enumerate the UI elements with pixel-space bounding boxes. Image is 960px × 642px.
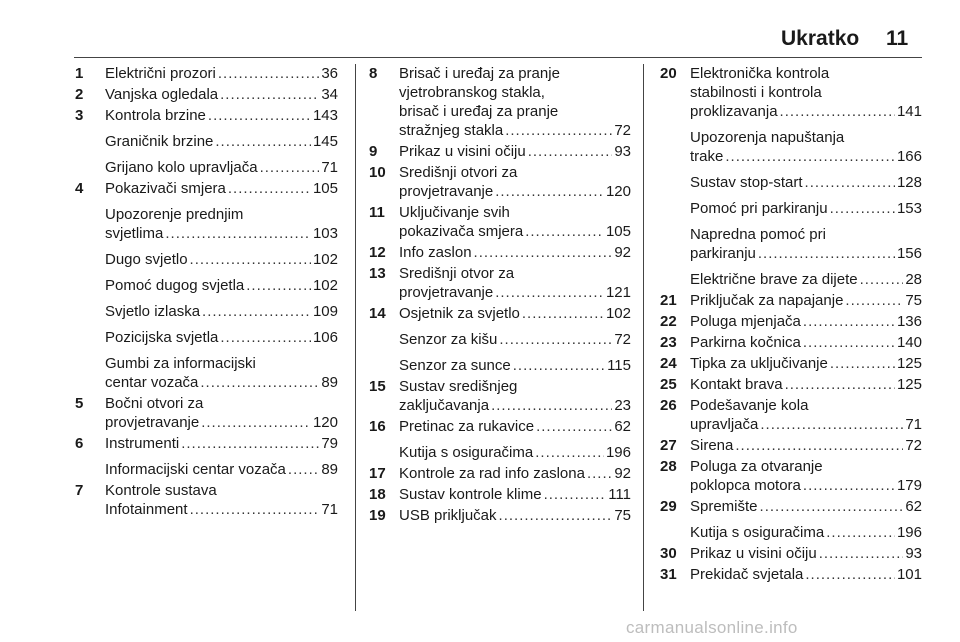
callout-number: 19: [369, 507, 386, 524]
entry-label: Električne brave za dijete: [690, 271, 858, 288]
entry-label: Svjetlo izlaska: [105, 303, 201, 320]
callout-number: 12: [369, 244, 386, 261]
page-reference: 120: [605, 183, 631, 200]
callout-number: 7: [75, 482, 84, 499]
index-entry: [369, 356, 631, 375]
entry-label: Osjetnik za svjetlo: [399, 305, 520, 322]
dot-leader: [536, 417, 612, 436]
entry-label: Priključak za napajanje: [690, 292, 844, 309]
callout-number: 4: [75, 180, 84, 197]
page-reference: 145: [312, 133, 338, 150]
entry-label: USB priključak: [399, 507, 497, 524]
entry-label: Kontakt brava: [690, 376, 783, 393]
entry-text-line: Sustav središnjeg: [399, 378, 518, 395]
index-entry: [660, 291, 922, 310]
callout-number: 8: [369, 65, 378, 82]
page-reference: 111: [608, 486, 631, 503]
dot-leader: [805, 565, 895, 584]
entry-label: trake: [690, 148, 724, 165]
page-reference: 166: [896, 148, 922, 165]
dot-leader: [735, 436, 903, 455]
page-title: Ukratko: [781, 27, 860, 50]
column-divider: [643, 64, 644, 611]
dot-leader: [228, 179, 311, 198]
page-reference: 125: [896, 355, 922, 372]
dot-leader: [200, 373, 319, 392]
entry-label: poklopca motora: [690, 477, 801, 494]
entry-text-line: Napredna pomoć pri: [690, 226, 826, 243]
page-reference: 102: [312, 251, 338, 268]
dot-leader: [165, 224, 311, 243]
callout-number: 26: [660, 397, 677, 414]
index-entry: [75, 132, 338, 151]
dot-leader: [760, 497, 904, 516]
dot-leader: [830, 354, 895, 373]
dot-leader: [190, 500, 320, 519]
entry-label: Pokazivači smjera: [105, 180, 226, 197]
page-reference: 196: [605, 444, 631, 461]
callout-number: 16: [369, 418, 386, 435]
index-entry: [660, 544, 922, 563]
page-reference: 72: [614, 122, 631, 139]
page-reference: 71: [321, 159, 338, 176]
dot-leader: [780, 102, 895, 121]
dot-leader: [218, 64, 319, 83]
page-reference: 103: [312, 225, 338, 242]
callout-number: 13: [369, 265, 386, 282]
index-entry: [369, 243, 631, 262]
page-reference: 179: [896, 477, 922, 494]
entry-label: Info zaslon: [399, 244, 472, 261]
entry-label: provjetravanje: [105, 414, 200, 431]
entry-label: Sustav kontrole klime: [399, 486, 542, 503]
entry-label: provjetravanje: [399, 284, 494, 301]
index-entry: [75, 434, 338, 453]
entry-label: Pozicijska svjetla: [105, 329, 219, 346]
dot-leader: [803, 312, 895, 331]
dot-leader: [758, 244, 895, 263]
entry-label: Grijano kolo upravljača: [105, 159, 258, 176]
index-entry: [75, 250, 338, 269]
index-entry: [660, 225, 922, 263]
index-entry: [75, 179, 338, 198]
dot-leader: [544, 485, 607, 504]
dot-leader: [495, 182, 604, 201]
index-column-3: [660, 64, 922, 586]
page-reference: 101: [896, 566, 922, 583]
page-reference: 140: [896, 334, 922, 351]
entry-label: Vanjska ogledala: [105, 86, 219, 103]
page-reference: 34: [321, 86, 338, 103]
dot-leader: [513, 356, 605, 375]
dot-leader: [208, 106, 311, 125]
index-entry: [75, 205, 338, 243]
dot-leader: [845, 291, 903, 310]
page-reference: 106: [312, 329, 338, 346]
dot-leader: [499, 506, 613, 525]
callout-number: 9: [369, 143, 378, 160]
entry-label: Senzor za sunce: [399, 357, 511, 374]
entry-label: Kutija s osiguračima: [399, 444, 534, 461]
entry-text-line: brisač i uređaj za pranje: [399, 103, 559, 120]
dot-leader: [190, 250, 311, 269]
page-reference: 23: [614, 397, 631, 414]
index-entry: [660, 523, 922, 542]
entry-label: Sirena: [690, 437, 734, 454]
entry-text-line: Bočni otvori za: [105, 395, 204, 412]
dot-leader: [499, 330, 612, 349]
page-reference: 143: [312, 107, 338, 124]
entry-label: Sustav stop-start: [690, 174, 803, 191]
page-reference: 89: [321, 461, 338, 478]
dot-leader: [288, 460, 319, 479]
callout-number: 14: [369, 305, 386, 322]
dot-leader: [495, 283, 604, 302]
index-entry: [75, 64, 338, 83]
page-reference: 92: [614, 465, 631, 482]
entry-text-line: stabilnosti i kontrola: [690, 84, 822, 101]
dot-leader: [826, 523, 895, 542]
index-entry: [660, 565, 922, 584]
entry-text-line: vjetrobranskog stakla,: [399, 84, 545, 101]
index-entry: [369, 203, 631, 241]
index-entry: [75, 106, 338, 125]
dot-leader: [805, 173, 895, 192]
callout-number: 30: [660, 545, 677, 562]
dot-leader: [246, 276, 311, 295]
page-reference: 141: [896, 103, 922, 120]
index-entry: [369, 485, 631, 504]
callout-number: 3: [75, 107, 84, 124]
entry-label: provjetravanje: [399, 183, 494, 200]
page-reference: 121: [605, 284, 631, 301]
entry-text-line: Podešavanje kola: [690, 397, 809, 414]
callout-number: 18: [369, 486, 386, 503]
entry-text-line: Gumbi za informacijski: [105, 355, 256, 372]
page-reference: 36: [321, 65, 338, 82]
dot-leader: [220, 328, 311, 347]
index-column-2: [369, 64, 631, 527]
page-reference: 75: [905, 292, 922, 309]
dot-leader: [803, 476, 895, 495]
callout-number: 25: [660, 376, 677, 393]
callout-number: 29: [660, 498, 677, 515]
index-entry: [369, 417, 631, 436]
index-entry: [660, 375, 922, 394]
index-entry: [369, 64, 631, 140]
page-reference: 71: [321, 501, 338, 518]
callout-number: 1: [75, 65, 84, 82]
index-entry: [660, 270, 922, 289]
index-entry: [660, 354, 922, 373]
callout-number: 17: [369, 465, 386, 482]
dot-leader: [803, 333, 895, 352]
dot-leader: [725, 147, 895, 166]
page-reference: 153: [896, 200, 922, 217]
page-reference: 120: [312, 414, 338, 431]
entry-text-line: Središnji otvori za: [399, 164, 518, 181]
dot-leader: [535, 443, 604, 462]
entry-label: Pretinac za rukavice: [399, 418, 535, 435]
dot-leader: [830, 199, 895, 218]
index-entry: [369, 377, 631, 415]
dot-leader: [587, 464, 612, 483]
dot-leader: [760, 415, 903, 434]
entry-label: Kontrole za rad info zaslona: [399, 465, 585, 482]
header-rule: [74, 57, 922, 58]
callout-number: 31: [660, 566, 677, 583]
entry-label: pokazivača smjera: [399, 223, 524, 240]
dot-leader: [528, 142, 613, 161]
dot-leader: [260, 158, 320, 177]
page-reference: 79: [321, 435, 338, 452]
entry-label: Informacijski centar vozača: [105, 461, 286, 478]
entry-text-line: Brisač i uređaj za pranje: [399, 65, 560, 82]
entry-label: Spremište: [690, 498, 758, 515]
page-reference: 93: [905, 545, 922, 562]
entry-text-line: Upozorenja napuštanja: [690, 129, 845, 146]
dot-leader: [220, 85, 319, 104]
index-entry: [75, 481, 338, 519]
dot-leader: [819, 544, 904, 563]
index-entry: [75, 276, 338, 295]
entry-label: Instrumenti: [105, 435, 180, 452]
entry-label: Parkirna kočnica: [690, 334, 801, 351]
entry-label: Prekidač svjetala: [690, 566, 804, 583]
entry-label: parkiranju: [690, 245, 756, 262]
index-entry: [369, 163, 631, 201]
page-reference: 71: [905, 416, 922, 433]
page-reference: 136: [896, 313, 922, 330]
callout-number: 28: [660, 458, 677, 475]
entry-label: Graničnik brzine: [105, 133, 214, 150]
index-entry: [660, 312, 922, 331]
callout-number: 22: [660, 313, 677, 330]
entry-label: centar vozača: [105, 374, 199, 391]
index-entry: [660, 333, 922, 352]
index-entry: [369, 142, 631, 161]
dot-leader: [202, 302, 311, 321]
page-reference: 62: [614, 418, 631, 435]
index-entry: [369, 330, 631, 349]
entry-text-line: Uključivanje svih: [399, 204, 510, 221]
page-reference: 115: [607, 357, 631, 374]
index-entry: [369, 304, 631, 323]
page-reference: 125: [896, 376, 922, 393]
dot-leader: [785, 375, 895, 394]
index-column-1: [75, 64, 338, 521]
page-reference: 105: [605, 223, 631, 240]
entry-text-line: Kontrole sustava: [105, 482, 217, 499]
dot-leader: [181, 434, 319, 453]
index-entry: [75, 85, 338, 104]
index-entry: [369, 443, 631, 462]
index-entry: [660, 199, 922, 218]
page-reference: 28: [905, 271, 922, 288]
page-reference: 62: [905, 498, 922, 515]
callout-number: 20: [660, 65, 677, 82]
index-entry: [369, 506, 631, 525]
callout-number: 23: [660, 334, 677, 351]
entry-label: proklizavanja: [690, 103, 778, 120]
column-divider: [355, 64, 356, 611]
index-entry: [369, 264, 631, 302]
page-header: [0, 27, 960, 55]
entry-label: Prikaz u visini očiju: [690, 545, 817, 562]
page-reference: 105: [312, 180, 338, 197]
page-number: 11: [886, 27, 909, 50]
entry-label: Pomoć pri parkiranju: [690, 200, 828, 217]
entry-label: Kutija s osiguračima: [690, 524, 825, 541]
entry-label: stražnjeg stakla: [399, 122, 504, 139]
entry-label: upravljača: [690, 416, 759, 433]
dot-leader: [201, 413, 311, 432]
entry-label: zaključavanja: [399, 397, 490, 414]
entry-label: Senzor za kišu: [399, 331, 498, 348]
callout-number: 27: [660, 437, 677, 454]
index-entry: [75, 394, 338, 432]
entry-label: Dugo svjetlo: [105, 251, 188, 268]
callout-number: 21: [660, 292, 677, 309]
index-entry: [660, 173, 922, 192]
index-entry: [660, 64, 922, 121]
entry-label: Poluga mjenjača: [690, 313, 801, 330]
index-entry: [660, 128, 922, 166]
page-reference: 89: [321, 374, 338, 391]
entry-text-line: Elektronička kontrola: [690, 65, 830, 82]
dot-leader: [491, 396, 612, 415]
page-reference: 72: [905, 437, 922, 454]
page-reference: 128: [896, 174, 922, 191]
callout-number: 6: [75, 435, 84, 452]
dot-leader: [505, 121, 612, 140]
index-entry: [75, 158, 338, 177]
page-reference: 102: [312, 277, 338, 294]
index-entry: [75, 460, 338, 479]
entry-label: svjetlima: [105, 225, 164, 242]
callout-number: 11: [369, 204, 385, 221]
index-entry: [660, 396, 922, 434]
entry-text-line: Središnji otvor za: [399, 265, 515, 282]
watermark-text: carmanualsonline.info: [626, 618, 798, 637]
index-entry: [75, 354, 338, 392]
dot-leader: [215, 132, 311, 151]
callout-number: 2: [75, 86, 84, 103]
index-entry: [660, 436, 922, 455]
index-entry: [75, 302, 338, 321]
entry-text-line: Upozorenje prednjim: [105, 206, 244, 223]
page-reference: 75: [614, 507, 631, 524]
dot-leader: [522, 304, 604, 323]
page-reference: 92: [614, 244, 631, 261]
callout-number: 10: [369, 164, 386, 181]
page-reference: 72: [614, 331, 631, 348]
entry-label: Infotainment: [105, 501, 188, 518]
index-entry: [660, 457, 922, 495]
page-reference: 196: [896, 524, 922, 541]
dot-leader: [860, 270, 904, 289]
entry-label: Električni prozori: [105, 65, 216, 82]
entry-text-line: Poluga za otvaranje: [690, 458, 823, 475]
dot-leader: [525, 222, 604, 241]
callout-number: 5: [75, 395, 84, 412]
page-reference: 109: [312, 303, 338, 320]
entry-label: Kontrola brzine: [105, 107, 206, 124]
page-reference: 93: [614, 143, 631, 160]
entry-label: Tipka za uključivanje: [690, 355, 828, 372]
entry-label: Pomoć dugog svjetla: [105, 277, 245, 294]
page-reference: 156: [896, 245, 922, 262]
callout-number: 15: [369, 378, 386, 395]
dot-leader: [474, 243, 613, 262]
page-reference: 102: [605, 305, 631, 322]
entry-label: Prikaz u visini očiju: [399, 143, 526, 160]
index-entry: [660, 497, 922, 516]
callout-number: 24: [660, 355, 677, 372]
index-entry: [369, 464, 631, 483]
index-entry: [75, 328, 338, 347]
